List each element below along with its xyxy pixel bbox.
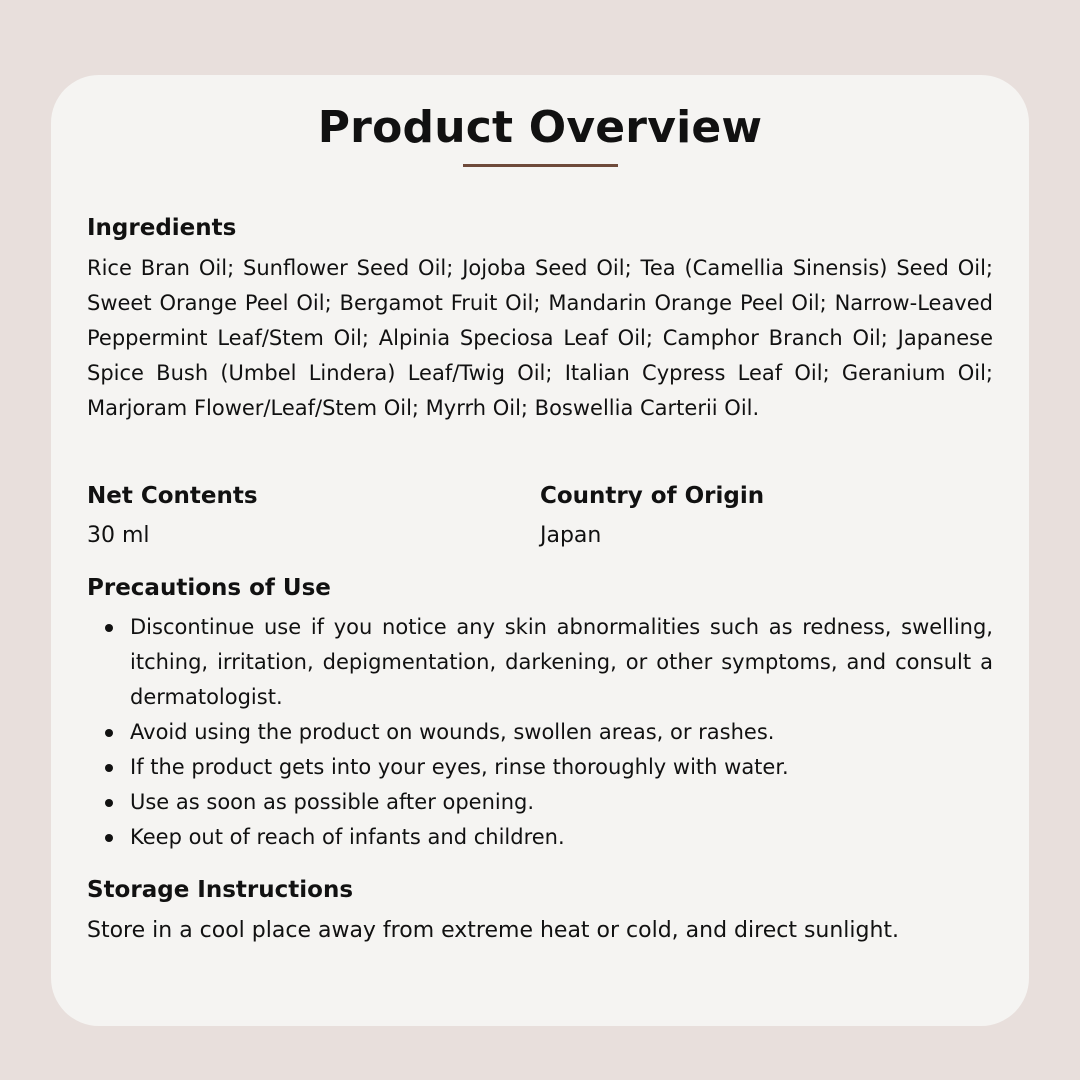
bullet-icon	[105, 834, 113, 842]
list-item	[87, 820, 993, 855]
precautions-heading: Precautions of Use	[87, 575, 331, 601]
precautions-list	[87, 610, 993, 855]
title-underline	[463, 164, 618, 167]
list-item	[87, 715, 993, 750]
precaution-text: Keep out of reach of infants and children.	[130, 825, 565, 849]
bullet-icon	[105, 799, 113, 807]
bullet-icon	[105, 729, 113, 737]
storage-heading: Storage Instructions	[87, 877, 354, 903]
list-item	[87, 610, 993, 715]
bullet-icon	[105, 764, 113, 772]
net-contents-heading: Net Contents	[87, 483, 258, 509]
list-item	[87, 785, 993, 820]
precaution-text: Use as soon as possible after opening.	[130, 790, 535, 814]
storage-text: Store in a cool place away from extreme heat or cold, and direct sunlight.	[87, 918, 900, 943]
net-contents-value: 30 ml	[87, 523, 150, 548]
precaution-text: If the product gets into your eyes, rinse thoroughly with water.	[130, 755, 789, 779]
ingredients-text: Rice Bran Oil; Sunflower Seed Oil; Jojoba Seed Oil; Tea (Camellia Sinensis) Seed Oil; Sweet Orange Peel Oil; Bergamot Fruit Oil; Mandarin Orange Peel Oil; Narrow-Leaved Peppermint Leaf/Stem Oil; Alpinia Speciosa Leaf Oil; Camphor Branch Oil; Japanese Spice Bush (Umbel Lindera) Leaf/Twig Oil; Italian Cypress Leaf Oil; Geranium Oil; Marjoram Flower/Leaf/Stem Oil; Myrrh Oil; Boswellia Carterii Oil.	[87, 256, 993, 420]
page-title: Product Overview	[317, 102, 763, 153]
bullet-icon	[105, 624, 113, 632]
precaution-text: Avoid using the product on wounds, swollen areas, or rashes.	[130, 720, 775, 744]
country-of-origin-heading: Country of Origin	[540, 483, 765, 509]
precaution-text: Discontinue use if you notice any skin abnormalities such as redness, swelling, itching, irritation, depigmentation, darkening, or other symptoms, and consult a dermatologist.	[130, 615, 993, 709]
ingredients-heading: Ingredients	[87, 215, 237, 241]
country-of-origin-value: Japan	[540, 523, 602, 548]
list-item	[87, 750, 993, 785]
